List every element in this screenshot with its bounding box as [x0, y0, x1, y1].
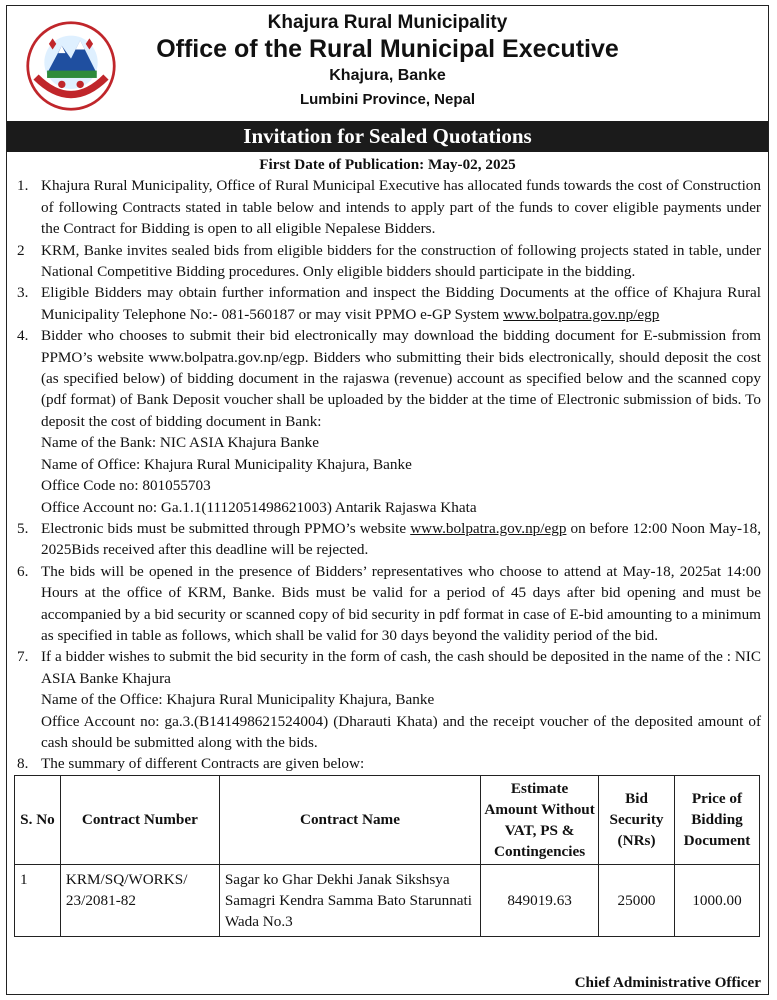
clause-8 — [7, 753, 768, 774]
header-estimate: Estimate Amount Without VAT, PS & Contingencies — [481, 775, 599, 864]
header-price: Price of Bidding Document — [675, 775, 760, 864]
clause-number: 4. — [17, 327, 29, 345]
signatory-title: Chief Administrative Officer — [574, 974, 761, 991]
clause-5 — [7, 518, 768, 561]
clause-3 — [7, 282, 768, 325]
office-name-line: Name of the Office: Khajura Rural Municipality Khajura, Banke — [41, 691, 435, 709]
clause-1 — [7, 175, 768, 239]
notice-title-banner: Invitation for Sealed Quotations — [7, 121, 768, 152]
clause-text: Eligible Bidders may obtain further information and inspect the Bidding Documents at the office of Khajura Rural Municipality Telephone No:- 081-560187 or may visit PPMO e-GP System — [41, 284, 761, 323]
cell-price: 1000.00 — [675, 864, 760, 936]
cell-contract-number: KRM/SQ/WORKS/ 23/2081-82 — [60, 864, 219, 936]
clause-text: KRM, Banke invites sealed bids from eligible bidders for the construction of following projects stated in table, under National Competitive Bidding procedures. Only eligible bidders should participate in the bidding. — [41, 241, 761, 281]
egp-link[interactable]: www.bolpatra.gov.np/egp — [503, 305, 660, 323]
clause-number: 6. — [17, 562, 29, 580]
office-code: Office Code no: 801055703 — [41, 477, 211, 495]
clause-text: Electronic bids must be submitted through PPMO’s website — [41, 519, 411, 537]
municipality-name: Khajura Rural Municipality — [267, 12, 508, 33]
clause-text-end: on before 12:00 Noon May-18, 2025Bids received after this deadline will be rejected. — [41, 519, 761, 559]
clause-number: 3. — [17, 284, 29, 302]
clause-number: 5. — [17, 519, 29, 537]
cell-contract-name: Sagar ko Ghar Dekhi Janak Sikshsya Samagri Kendra Samma Bato Starunnati Wada No.3 — [219, 864, 480, 936]
notice-body — [7, 154, 768, 937]
bank-name: Name of the Bank: NIC ASIA Khajura Banke — [41, 434, 319, 452]
clause-text: If a bidder wishes to submit the bid security in the form of cash, the cash should be deposited in the name of the : NIC ASIA Banke Khajura — [41, 648, 761, 687]
header-contract-number: Contract Number — [60, 775, 219, 864]
clause-number: 2 — [17, 241, 25, 259]
clause-number: 1. — [17, 177, 29, 195]
table-row — [15, 864, 760, 936]
letterhead — [7, 6, 768, 118]
cell-sn: 1 — [15, 864, 61, 936]
clause-text: Bidder who chooses to submit their bid electronically may download the bidding document for E-submission from PPMO’s website www.bolpatra.gov.np/egp. Bidders who submitting their bids electronically, should deposit the cost (as specified below) of bidding document in the rajaswa (revenue) account as specified below and the scanned copy (pdf format) of Bank Deposit voucher shall be uploaded by the bidder at the time of Electronic submission of bids. To deposit the cost of bidding document in Bank: — [41, 327, 761, 430]
office-name-line: Name of Office: Khajura Rural Municipality Khajura, Banke — [41, 455, 412, 473]
office-account: Office Account no: ga.3.(B141498621524004) (Dharauti Khata) and the receipt voucher of the deposited amount of cash should be submitted along with the bids. — [41, 712, 761, 751]
cell-bid-security: 25000 — [599, 864, 675, 936]
egp-link[interactable]: www.bolpatra.gov.np/egp — [410, 519, 567, 537]
clause-number: 7. — [17, 648, 29, 666]
office-account: Office Account no: Ga.1.1(1112051498621003) Antarik Rajaswa Khata — [41, 498, 477, 516]
clause-number: 8. — [17, 755, 29, 773]
clause-text: The summary of different Contracts are given below: — [41, 755, 365, 773]
clause-4 — [7, 325, 768, 518]
cell-estimate: 849019.63 — [481, 864, 599, 936]
office-name: Office of the Rural Municipal Executive — [156, 35, 619, 63]
province-country: Lumbini Province, Nepal — [299, 91, 476, 108]
letterhead-text — [7, 12, 768, 112]
clause-7 — [7, 646, 768, 753]
header-bid-security: Bid Security (NRs) — [599, 775, 675, 864]
header-sn: S. No — [15, 775, 61, 864]
table-header-row — [15, 775, 760, 864]
clause-text: The bids will be opened in the presence of Bidders’ representatives who choose to attend at May-18, 2025at 14:00 Hours at the office of KRM, Banke. Bids must be valid for a period of 45 days after bid opening and must be accompanied by a bid security or scanned copy of bid security in pdf format in case of E-bid amounting to a minimum as specified in table as follows, which shall be valid for 30 days beyond the validity period of the bid. — [41, 562, 761, 644]
clause-6 — [7, 561, 768, 647]
header-contract-name: Contract Name — [219, 775, 480, 864]
publication-date: First Date of Publication: May-02, 2025 — [259, 156, 516, 173]
contracts-table — [14, 775, 760, 937]
clause-text: Khajura Rural Municipality, Office of Rural Municipal Executive has allocated funds towards the cost of Construction of following Contracts stated in table below and intends to apply part of the funds to cover eligible payments under the Contract for Bidding is open to all eligible Nepalese Bidders. — [41, 177, 761, 238]
clause-2 — [7, 240, 768, 283]
office-location: Khajura, Banke — [329, 67, 446, 84]
notice-page — [6, 5, 769, 995]
